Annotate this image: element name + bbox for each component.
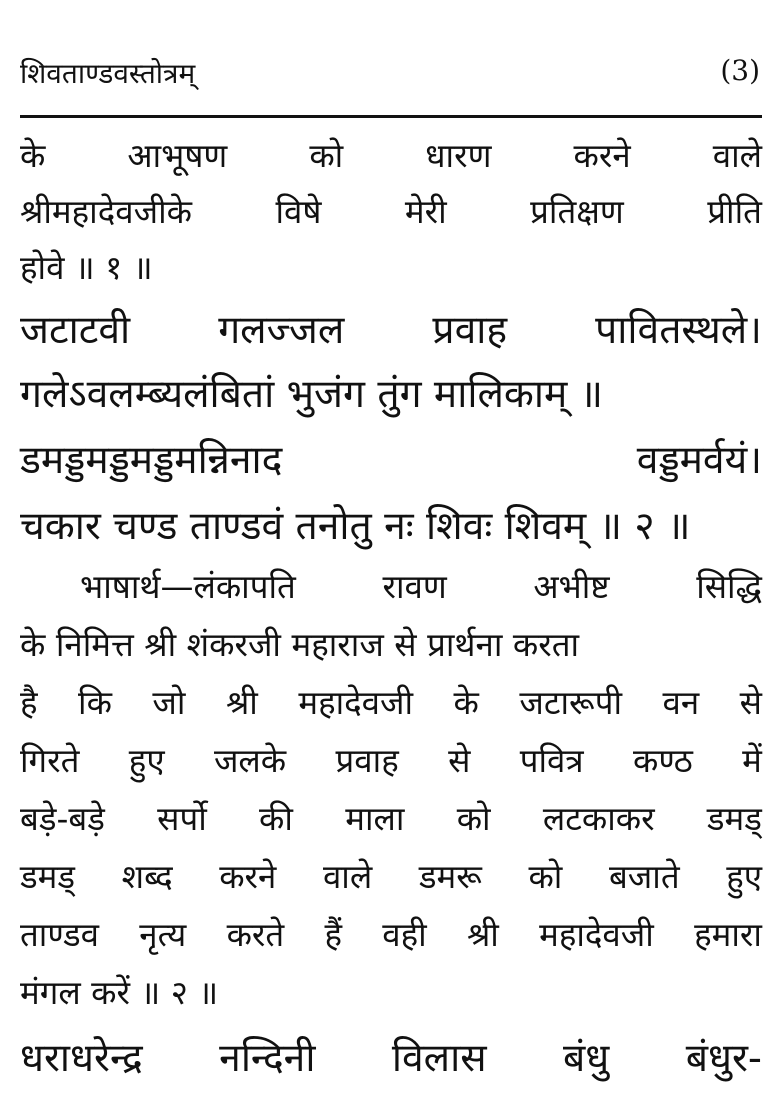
translation-line-3: है कि जो श्री महादेवजी के जटारूपी वन से	[20, 683, 762, 722]
translation-line-5: बड़े-बड़े सर्पो की माला को लटकाकर डमड्	[20, 799, 762, 838]
running-title: शिवताण्डवस्तोत्रम्	[20, 57, 196, 90]
verse-line-3: डमड्डमड्डमड्डमन्निनाद वड्डमर्वयं।	[20, 438, 762, 483]
verse-line-2: गलेऽवलम्ब्यलंबितां भुजंग तुंग मालिकाम् ॥	[20, 372, 604, 417]
translation-line-1: भाषार्थ—लंकापति रावण अभीष्ट सिद्धि	[80, 567, 762, 606]
verse-line-4: चकार चण्ड ताण्डवं तनोतु नः शिवः शिवम् ॥ २ ॥	[20, 504, 691, 549]
verse3-line-1: धराधरेन्द्र नन्दिनी विलास बंधु बंधुर-	[20, 1036, 762, 1081]
prose-line-3: होवे ॥ १ ॥	[20, 248, 153, 287]
translation-line-2: के निमित्त श्री शंकरजी महाराज से प्रार्थना करता	[20, 625, 580, 664]
page-header	[20, 48, 762, 98]
translation-line-6: डमड् शब्द करने वाले डमरू को बजाते हुए	[20, 857, 762, 896]
prose-line-1: के आभूषण को धारण करने वाले	[20, 136, 762, 175]
page-number: (3)	[720, 54, 760, 87]
header-rule	[20, 115, 762, 118]
translation-line-7: ताण्डव नृत्य करते हैं वही श्री महादेवजी हमारा	[20, 915, 762, 954]
translation-line-4: गिरते हुए जलके प्रवाह से पवित्र कण्ठ में	[20, 741, 762, 780]
prose-line-2: श्रीमहादेवजीके विषे मेरी प्रतिक्षण प्रीति	[20, 192, 762, 231]
translation-line-8: मंगल करें ॥ २ ॥	[20, 973, 219, 1012]
verse-line-1: जटाटवी गलज्जल प्रवाह पावितस्थले।	[20, 308, 762, 353]
